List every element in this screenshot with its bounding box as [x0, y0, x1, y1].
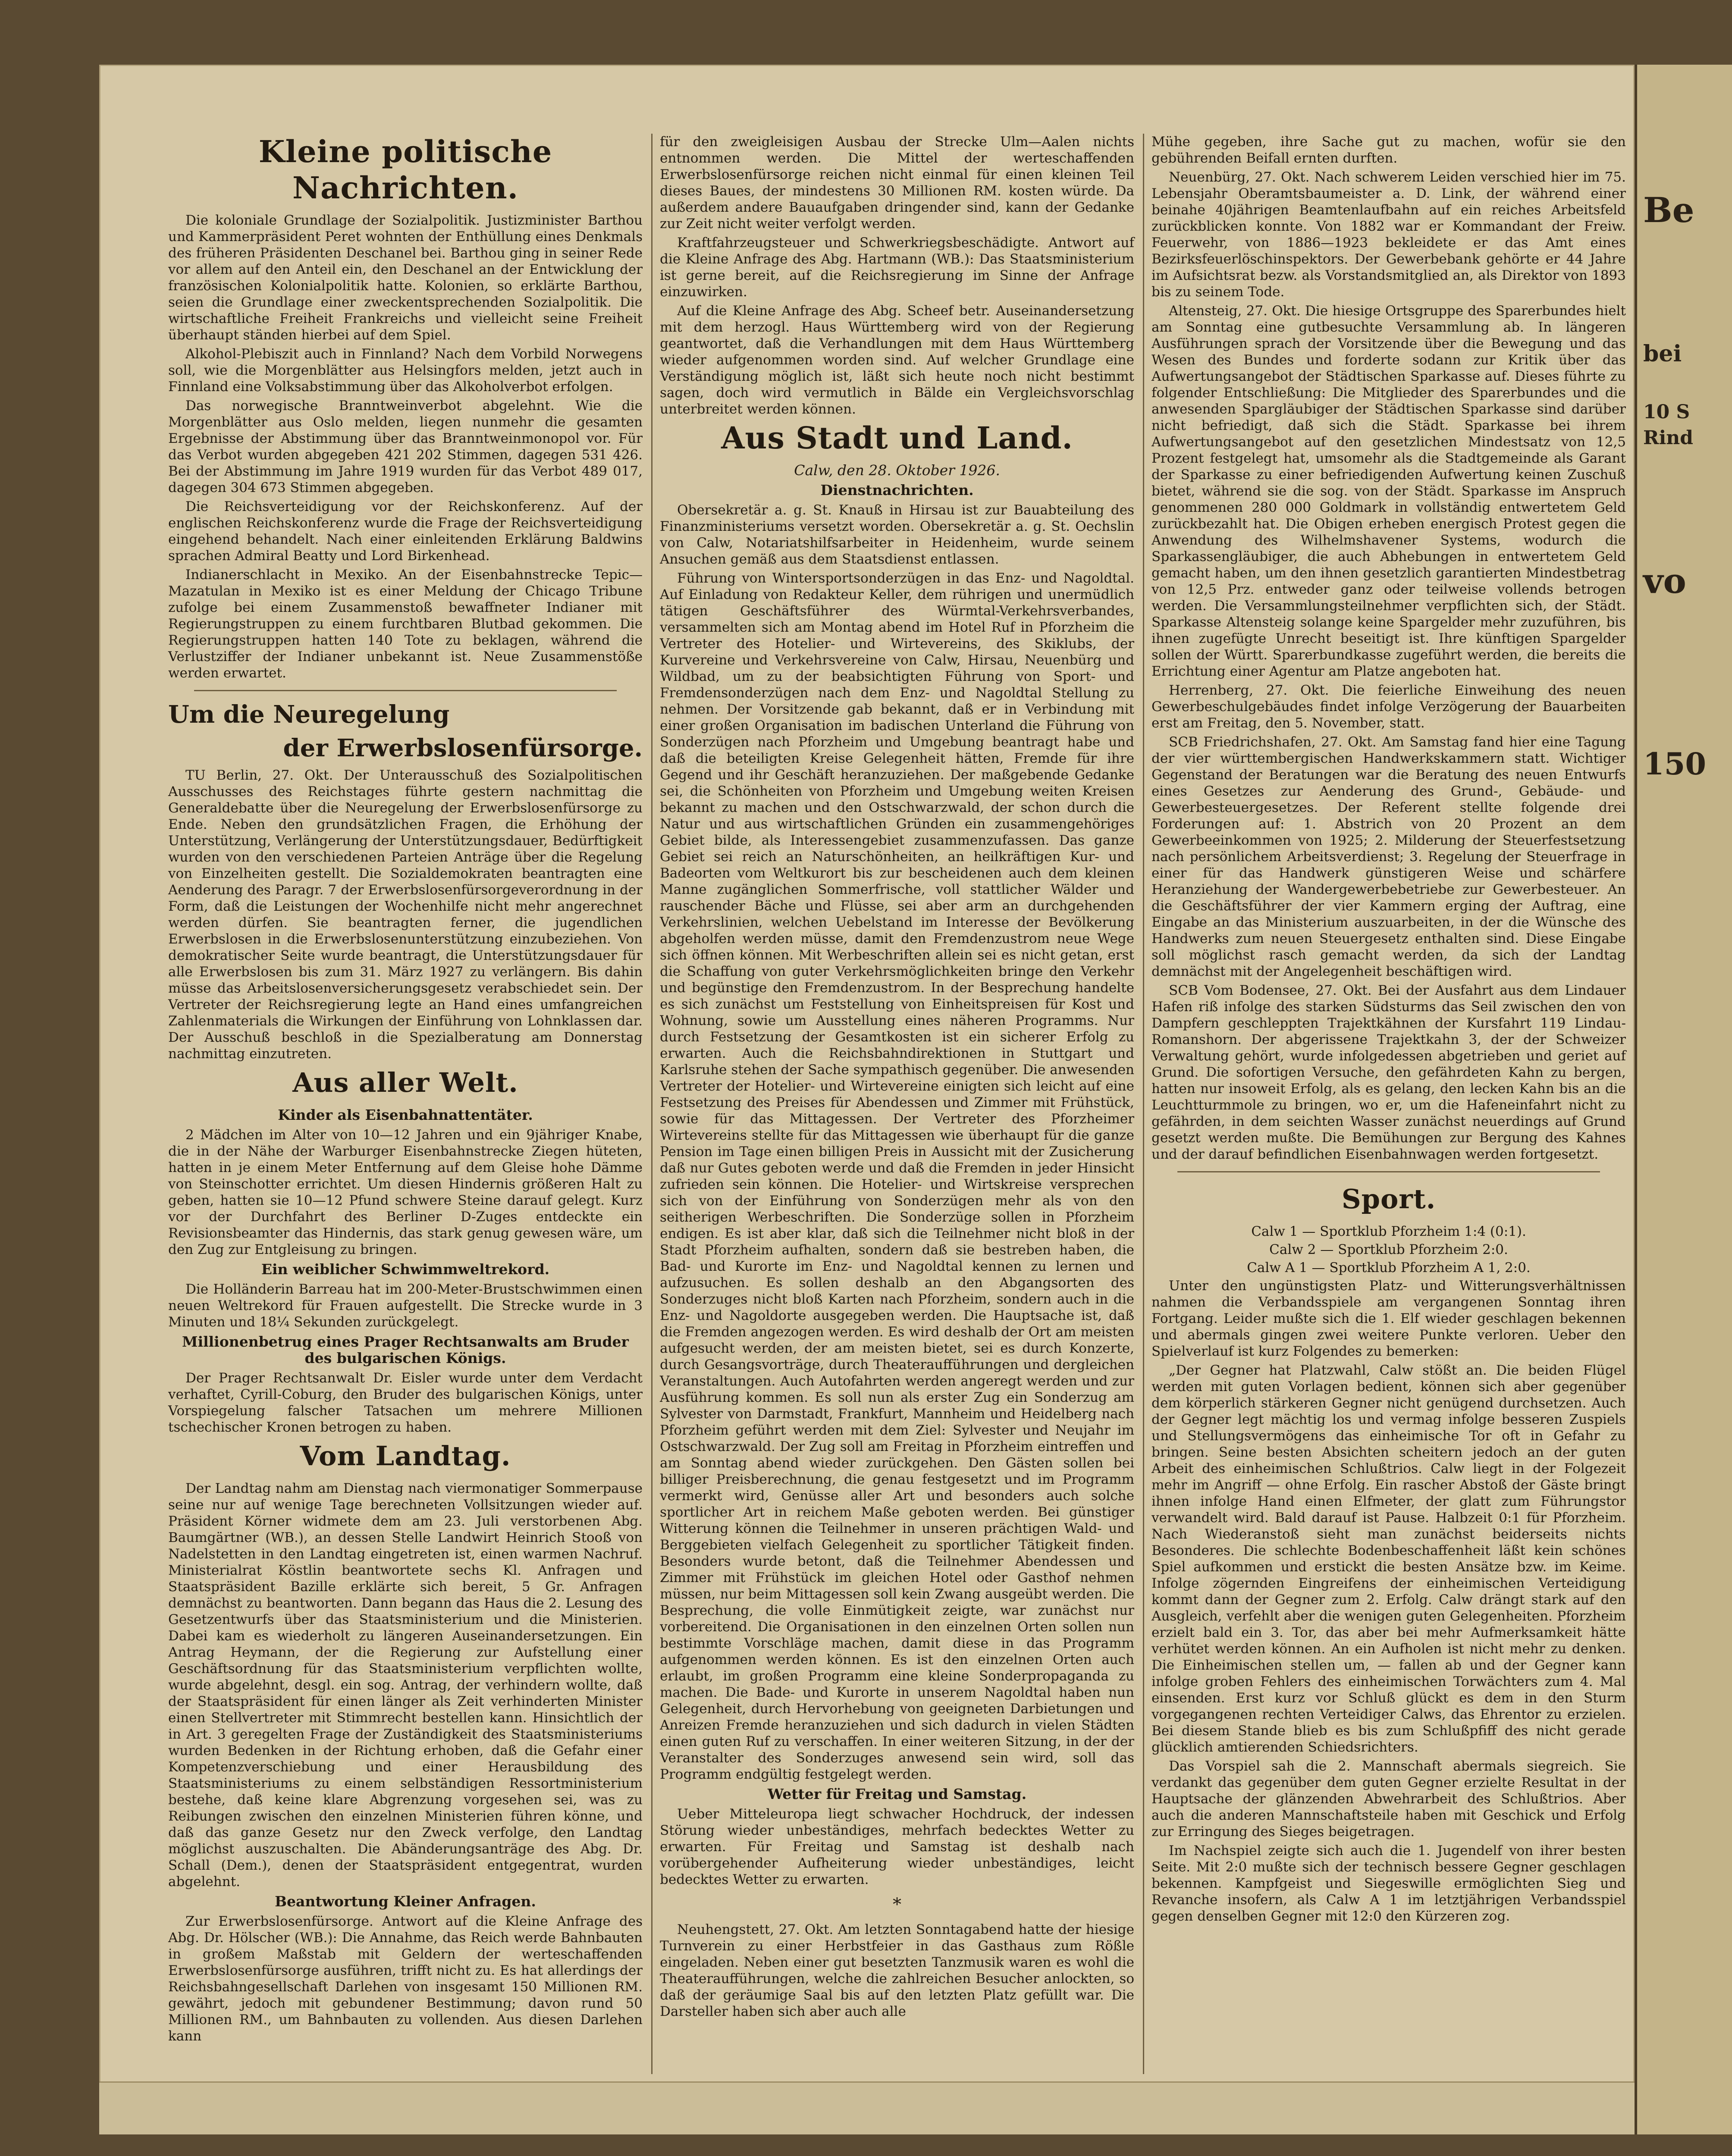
match-result: Calw 1 — Sportklub Pforzheim 1:4 (0:1). — [1251, 1224, 1526, 1239]
article-paragraph: Herrenberg, 27. Okt. Die feierliche Einweihung des neuen Gewerbeschulgebäudes findet infolge Verzögerung der Bauarbeiten erst am Freitag, den 5. November, statt. — [1152, 683, 1626, 731]
column-rule — [1143, 134, 1144, 2074]
column-1 — [168, 134, 643, 2047]
article-paragraph: Unter den ungünstigsten Platz- und Witterungsverhältnissen nahmen die Verbandsspiele am vergangenen Sonntag ihren Fortgang. Leider mußte sich die 1. Elf wieder geschlagen bekennen und abermals gingen zwei weitere Punkte verloren. Ueber den Spielverlauf ist kurz Folgendes zu bemerken: — [1152, 1278, 1626, 1359]
adjacent-page-text: Rind — [1643, 427, 1694, 449]
article-paragraph: Obersekretär a. g. St. Knauß in Hirsau ist zur Bauabteilung des Finanzministeriums versetzt worden. Obersekretär a. g. St. Oechslin von Calw, Notariatshilfsarbeiter in Heidenheim, wurde seinem Ansuchen gemäß aus dem Staatsdienst entlassen. — [660, 502, 1134, 567]
article-paragraph: Altensteig, 27. Okt. Die hiesige Ortsgruppe des Sparerbundes hielt am Sonntag eine gutbesuchte Versammlung ab. In längeren Ausführungen sprach der Vorsitzende über die Bewegung und das Wesen des Bundes und forderte sodann zur Kritik über das Aufwertungsangebot der Städtischen Sparkasse auf. Dieses führte zu folgender Entschließung: Die Mitglieder des Sparerbundes und die anwesenden Spargläubiger der Städtischen Sparkasse sind darüber nicht befriedigt, daß sich die Städt. Sparkasse bei ihrem Aufwertungsangebot auf den gesetzlichen Mindestsatz von 12,5 Prozent festgelegt hat, umsomehr als die Stadtgemeinde als Garant der Sparkasse zu einer befriedigenden Aufwertung keinen Zuschuß bietet, während sie die sog. von der Städt. Sparkasse im Anspruch genommenen 280 000 Goldmark in vollständig entwertetem Geld zurückbezahlt hat. Die Obigen erheben energisch Protest gegen die Anwendung des Wilhelmshavener Systems, wodurch die Sparkassengläubiger, die auch Abhebungen in entwertetem Geld gemacht haben, um den ihnen gesetzlich garantierten Mindestbetrag von 12,5 Prz. entweder ganz oder teilweise vollends betrogen werden. Die Versammlungsteilnehmer verpflichten sich, der Städt. Sparkasse Altensteig solange keine Spargelder mehr zuzuführen, bis ihnen zugefügte Unrecht beseitigt ist. Ihre künftigen Spargelder sollen der Württ. Sparerbundkasse zugeführt werden, die bereits die Errichtung einer Agentur am Platze angeboten hat. — [1152, 303, 1626, 679]
article-paragraph: Kraftfahrzeugsteuer und Schwerkriegsbeschädigte. Antwort auf die Kleine Anfrage des Abg. Hartmann (WB.): Das Staatsministerium ist gerne bereit, auf die Reichsregierung im Sinne der Anfrage einzuwirken. — [660, 235, 1134, 300]
column-rule — [651, 134, 653, 2074]
separator-asterisk: * — [893, 1895, 901, 1915]
section-divider — [1177, 1171, 1600, 1172]
match-result: Calw 2 — Sportklub Pforzheim 2:0. — [1269, 1242, 1508, 1257]
subheadline-dienst: Dienstnachrichten. — [820, 482, 974, 498]
headline-sport: Sport. — [1341, 1183, 1436, 1215]
article-paragraph: Die koloniale Grundlage der Sozialpolitik. Justizminister Barthou und Kammerpräsident Peret wohnten der Enthüllung eines Denkmals des früheren Präsidenten Deschanel bei. Barthou ging in seiner Rede vor allem auf den Anteil ein, den Deschanel an der Entwicklung der französischen Kolonialpolitik hatte. Kolonien, so erklärte Barthou, seien die Grundlage einer zweckentsprechenden Sozialpolitik. Die wirtschaftliche Freiheit Frankreichs und vielleicht seine Freiheit überhaupt ständen hierbei auf dem Spiel. — [168, 213, 643, 343]
article-paragraph: Indianerschlacht in Mexiko. An der Eisenbahnstrecke Tepic—Mazatulan in Mexiko ist es einer Meldung der Chicago Tribune zufolge bei einem Zusammenstoß bewaffneter Indianer mit Regierungstruppen zu einem furchtbaren Blutbad gekommen. Die Regierungstruppen hatten 140 Tote zu beklagen, während die Verlustziffer der Indianer unbekannt ist. Neue Zusammenstöße werden erwartet. — [168, 567, 643, 681]
headline-neuregelung-line1: Um die Neuregelung — [168, 700, 450, 729]
article-paragraph: Das norwegische Branntweinverbot abgelehnt. Wie die Morgenblätter aus Oslo melden, liegen nunmehr die gesamten Ergebnisse der Abstimmung über das Branntweinmonopol vor. Für das Verbot wurden abgegeben 421 202 Stimmen, dagegen 531 426. Bei der Abstimmung im Jahre 1919 wurden für das Verbot 489 017, dagegen 304 673 Stimmen abgegeben. — [168, 398, 643, 495]
dateline: Calw, den 28. Oktober 1926. — [794, 462, 1000, 479]
article-paragraph: SCB Vom Bodensee, 27. Okt. Bei der Ausfahrt aus dem Lindauer Hafen riß infolge des starken Südsturms das Seil zwischen den von Dampfern geschleppten Trajektkähnen der Kursfahrt 119 Lindau-Romanshorn. Der abgerissene Trajektkahn 3, der der Schweizer Verwaltung gehört, wurde infolgedessen abgetrieben und geriet auf Grund. Die sofortigen Versuche, den gefährdeten Kahn zu bergen, hatten nur insoweit Erfolg, als es gelang, den lecken Kahn bis an die Leuchtturmmole zu bringen, wo er, um die Hafeneinfahrt nicht zu gefährden, in dem seichten Wasser zunächst neuerdings auf Grund gesetzt werden mußte. Die Bemühungen zur Bergung des Kahnes und der darauf befindlichen Eisenbahnwagen werden fortgesetzt. — [1152, 983, 1626, 1162]
adjacent-page-text: 10 S — [1643, 401, 1690, 423]
headline-landtag: Vom Landtag. — [300, 1440, 511, 1472]
article-paragraph: Die Reichsverteidigung vor der Reichskonferenz. Auf der englischen Reichskonferenz wurde die Frage der Reichsverteidigung eingehend behandelt. Nach einer einleitenden Erklärung Baldwins sprachen Admiral Beatty und Lord Birkenhead. — [168, 499, 643, 564]
subheadline-wetter: Wetter für Freitag und Samstag. — [767, 1786, 1027, 1802]
headline-welt: Aus aller Welt. — [292, 1067, 518, 1098]
headline-stadt-land: Aus Stadt und Land. — [721, 420, 1073, 456]
adjacent-page-text: vo — [1643, 561, 1686, 601]
article-paragraph: Der Prager Rechtsanwalt Dr. Eisler wurde unter dem Verdacht verhaftet, Cyrill-Coburg, den Bruder des bulgarischen Königs, unter Vorspiegelung falscher Tatsachen um mehrere Millionen tschechischer Kronen betrogen zu haben. — [168, 1370, 643, 1435]
article-paragraph: Der Landtag nahm am Dienstag nach viermonatiger Sommerpause seine nur auf wenige Tage berechneten Vollsitzungen wieder auf. Präsident Körner widmete dem am 23. Juli verstorbenen Abg. Baumgärtner (WB.), an dessen Stelle Landwirt Heinrich Stooß von Nadelstetten in den Landtag eingetreten ist, einen warmen Nachruf. Ministerialrat Köstlin beantwortete sechs Kl. Anfragen und Staatspräsident Bazille erklärte sich bereit, 5 Gr. Anfragen demnächst zu beantworten. Dann begann das Haus die 2. Lesung des Gesetzentwurfs über das Staatsministerium und die Ministerien. Dabei kam es wiederholt zu längeren Auseinandersetzungen. Ein Antrag Heymann, der die Regierung zur Aufstellung einer Geschäftsordnung für das Staatsministerium verpflichten wollte, wurde abgelehnt, desgl. ein sog. Antrag, der verhindern wollte, daß der Staatspräsident für einen länger als Zeit verhinderten Minister einen Stellvertreter mit Stimmrecht bestellen kann. Hinsichtlich der in Art. 3 geregelten Frage der Zuständigkeit des Staatsministeriums wurden Bedenken in der Richtung erhoben, daß die Gefahr einer Kompetenzverschiebung und einer Herausbildung des Staatsministeriums zu einem selbständigen Ressortministerium bestehe, daß keine klare Abgrenzung vorgesehen sei, was zu Reibungen zwischen den einzelnen Ministerien führen könne, und daß das ganze Gesetz nur den Zweck verfolge, den Landtag möglichst auszuschalten. Die Abänderungsanträge des Abg. Dr. Schall (Dem.), denen der Staatspräsident entgegentrat, wurden abgelehnt. — [168, 1481, 643, 1890]
article-paragraph: „Der Gegner hat Platzwahl, Calw stößt an. Die beiden Flügel werden mit guten Vorlagen bedient, können sich aber gegenüber dem körperlich stärkeren Gegner nicht genügend durchsetzen. Auch der Gegner legt mächtig los und vermag infolge besseren Zuspiels und Stellungsvermögens das einheimische Tor oft in Gefahr zu bringen. Seine besten Absichten scheitern jedoch an der guten Arbeit des einheimischen Schlußtrios. Calw liegt in der Folgezeit mehr im Angriff — ohne Erfolg. Ein rascher Abstoß der Gäste bringt ihnen infolge Hand einen Elfmeter, der glatt zum Führungstor verwandelt wird. Bald darauf ist Pause. Halbzeit 0:1 für Pforzheim. Nach Wiederanstoß sieht man zunächst beiderseits nichts Besonderes. Die schlechte Bodenbeschaffenheit läßt kein schönes Spiel aufkommen und erstickt die besten Ansätze bzw. im Keime. Infolge zögernden Eingreifens der einheimischen Verteidigung kommt dann der Gegner zum 2. Erfolg. Calw drängt stark auf den Ausgleich, verfehlt aber die wenigen guten Gelegenheiten. Pforzheim erzielt bald ein 3. Tor, das aber bei mehr Aufmerksamkeit hätte verhütet werden können. An ein Aufholen ist nicht mehr zu denken. Die Einheimischen stellen um, — fallen ab und der Gegner kann infolge groben Fehlers des einheimischen Torwächters zum 4. Mal einsenden. Erst kurz vor Schluß glückt es dem in den Sturm vorgegangenen rechten Verteidiger Calws, das Ehrentor zu erzielen. Bei diesem Stande blieb es bis zum Schlußpfiff des nicht gerade glücklich amtierenden Schiedsrichters. — [1152, 1363, 1626, 1755]
column-3 — [1152, 134, 1626, 1927]
article-paragraph: Neuenbürg, 27. Okt. Nach schwerem Leiden verschied hier im 75. Lebensjahr Oberamtsbaumeister a. D. Link, der während einer beinahe 40jährigen Beamtenlaufbahn auf ein reiches Arbeitsfeld zurückblicken konnte. Von 1882 war er Kommandant der Freiw. Feuerwehr, von 1886—1923 bekleidete er das Amt eines Bezirksfeuerlöschinspektors. Der Gewerbebank gehörte er 44 Jahre im Aufsichtsrat bezw. als Vorstandsmitglied an, als Direktor von 1893 bis zu seinem Tode. — [1152, 169, 1626, 300]
adjacent-page-text: bei — [1643, 341, 1682, 367]
subheadline-kinder: Kinder als Eisenbahnattentäter. — [278, 1106, 533, 1123]
adjacent-page-text: 150 — [1643, 746, 1707, 782]
article-paragraph: SCB Friedrichshafen, 27. Okt. Am Samstag fand hier eine Tagung der vier württembergischen Handwerkskammern statt. Wichtiger Gegenstand der Beratungen war die Beratung des neuen Entwurfs eines Gesetzes zur Aenderung des Grund-, Gebäude- und Gewerbesteuergesetzes. Der Referent stellte folgende drei Forderungen auf: 1. Abstrich von 20 Prozent an dem Gewerbeeinkommen von 1925; 2. Milderung der Steuerfestsetzung nach persönlichem Arbeitsverdienst; 3. Regelung der Steuerfrage in einer für das Handwerk günstigeren Weise und schärfere Heranziehung der Wandergewerbebetriebe zur Gewerbesteuer. An die Geschäftsführer der vier Kammern erging der Auftrag, eine Eingabe an das Ministerium auszuarbeiten, in der die Wünsche des Handwerks zum neuen Steuergesetz enthalten sind. Diese Eingabe soll möglichst rasch gemacht werden, da sich der Landtag demnächst mit der Angelegenheit beschäftigen wird. — [1152, 734, 1626, 979]
headline-politics: Kleine politische Nachrichten. — [258, 134, 552, 206]
column-2 — [660, 134, 1134, 2022]
adjacent-page-text: Be — [1643, 190, 1694, 230]
page-bottom-margin — [99, 2081, 1635, 2134]
article-paragraph: Ueber Mitteleuropa liegt schwacher Hochdruck, der indessen Störung wieder unbeständiges, mehrfach bedecktes Wetter zu erwarten. Für Freitag und Samstag ist deshalb nach vorübergehender Aufheiterung wieder unbeständiges, leicht bedecktes Wetter zu erwarten. — [660, 1806, 1134, 1887]
article-paragraph: für den zweigleisigen Ausbau der Strecke Ulm—Aalen nichts entnommen werden. Die Mittel der werteschaffenden Erwerbslosenfürsorge reichen nicht einmal für einen kleinen Teil dieses Baues, der mindestens 30 Millionen RM. kosten würde. Da außerdem andere Bauaufgaben dringender sind, kann der Gedanke zur Zeit nicht weiter verfolgt werden. — [660, 134, 1134, 232]
article-paragraph: Das Vorspiel sah die 2. Mannschaft abermals siegreich. Sie verdankt das gegenüber dem guten Gegner erzielte Resultat in der Hauptsache der glänzenden Abwehrarbeit des Schlußtrios. Aber auch die anderen Mannschaftsteile haben mit Geschick und Erfolg zur Erringung des Sieges beigetragen. — [1152, 1758, 1626, 1839]
article-paragraph: Führung von Wintersportsonderzügen in das Enz- und Nagoldtal. Auf Einladung von Redakteur Keller, dem rührigen und unermüdlich tätigen Geschäftsführer des Würmtal-Verkehrsverbandes, versammelten sich am Montag abend im Hotel Ruf in Pforzheim die Vertreter des Hotelier- und Wirtevereins, des Skiklubs, der Kurvereine und Verkehrsvereine von Calw, Hirsau, Neuenbürg und Wildbad, um zu der beabsichtigten Führung von Sport- und Fremdensonderzügen nach dem Enz- und Nagoldtal Stellung zu nehmen. Der Vorsitzende gab bekannt, daß er in Verbindung mit einer großen Organisation im badischen Unterland die Führung von Sonderzügen nach Pforzheim und Umgebung beantragt habe und daß die beteiligten Kreise Gelegenheit hätten, Fremde für ihre Gegend und ihr Geschäft heranzuziehen. Der maßgebende Gedanke sei, die Schönheiten von Pforzheim und Umgebung weiten Kreisen bekannt zu machen und den Ostschwarzwald, der schon durch die Natur und aus wirtschaftlichen Gründen ein zusammengehöriges Gebiet bilde, als Interessengebiet zusammenzufassen. Das ganze Gebiet sei reich an Naturschönheiten, an heilkräftigen Kur- und Badeorten vom Weltkurort bis zur bescheidenen auch dem kleinen Manne zugänglichen Sommerfrische, voll stattlicher Wälder und rauschender Bäche und Flüsse, sei aber arm an durchgehenden Verkehrslinien, welchen Uebelstand im Interesse der Bevölkerung abgeholfen werden müsse, damit den Fremdenzustrom neue Wege sich öffnen können. Mit Werbeschriften allein sei es nicht getan, erst die Schaffung von guter Verkehrsmöglichkeiten bringe den Verkehr und begünstige den Fremdenzustrom. In der Besprechung handelte es sich zunächst um Feststellung von Einheitspreisen für Kost und Wohnung, sowie um Ausstellung eines näheren Programms. Nur durch Festsetzung der Gesamtkosten ist ein sicherer Erfolg zu erwarten. Auch die Reichsbahndirektionen in Stuttgart und Karlsruhe stehen der Sache sympathisch gegenüber. Die anwesenden Vertreter der Hotelier- und Wirtevereine einigten sich leicht auf eine Festsetzung des Preises für Abendessen und Zimmer mit Frühstück, sowie für das Mittagessen. Der Vertreter des Pforzheimer Wirtevereins stellte für das Mittagessen wie überhaupt für die ganze Pension im Tage einen billigen Preis in Aussicht mit der Zusicherung daß nur Gutes geboten werde und daß die Fremden in jeder Hinsicht zufrieden sein können. Die Hotelier- und Wirtskreise versprechen sich von der Einführung von Sonderzügen mehr als von den seitherigen Werbeschriften. Die Sonderzüge sollen in Pforzheim endigen. Es ist aber klar, daß sich die Teilnehmer nicht bloß in der Stadt Pforzheim aufhalten, sondern daß sie bestreben haben, die Bad- und Kurorte im Enz- und Nagoldtal kennen zu lernen und aufzusuchen. Es sollen deshalb an den Abgangsorten des Sonderzuges nicht bloß Karten nach Pforzheim, sondern auch in die Enz- und Nagoldorte ausgegeben werden. Die Hauptsache ist, daß die Fremden angezogen werden. Es wird deshalb der Ort am meisten aufgesucht werden, der am meisten bietet, sei es durch Konzerte, durch Gesangsvorträge, durch Theateraufführungen und dergleichen Veranstaltungen. Auch Autofahrten werden angeregt werden und zur Ausführung kommen. Es soll nun als erster Zug ein Sonderzug am Sylvester von Darmstadt, Frankfurt, Mannheim und Heidelberg nach Pforzheim geführt werden mit dem Ziel: Sylvester und Neujahr im Ostschwarzwald. Der Zug soll am Freitag in Pforzheim eintreffen und am Sonntag abend wieder zurückgehen. Den Gästen sollen bei billiger Preisberechnung, die genau festgesetzt und im Programm vermerkt wird, Genüsse aller Art und besonders auch solche sportlicher Art in reichem Maße geboten werden. Bei günstiger Witterung können die Teilnehmer in unseren prächtigen Wald- und Berggebieten vielfach Gelegenheit zu sportlicher Tätigkeit finden. Besonders wurde betont, daß die Teilnehmer Abendessen und Zimmer mit Frühstück im gleichen Hotel oder Gasthof nehmen müssen, nur beim Mittagessen soll kein Zwang ausgeübt werden. Die Besprechung, die volle Einmütigkeit zeigte, war zunächst nur vorbereitend. Die Organisationen in den einzelnen Orten sollen nun bestimmte Vorschläge machen, damit diese in das Programm aufgenommen werden können. Es ist den einzelnen Orten auch erlaubt, im großen Programm eine kleine Sonderpropaganda zu machen. Die Bade- und Kurorte in unserem Nagoldtal haben nun Gelegenheit, durch Hervorhebung von geeigneten Darbietungen und Anreizen Fremde heranzuziehen und sich dadurch in vielen Städten einen guten Ruf zu verschaffen. In einer weiteren Sitzung, in der der Veranstalter des Sonderzuges anwesend sein wird, soll das Programm endgültig festgelegt werden. — [660, 570, 1134, 1782]
article-paragraph: TU Berlin, 27. Okt. Der Unterausschuß des Sozialpolitischen Ausschusses des Reichstages führte gestern nachmittag die Generaldebatte über die Neuregelung der Erwerbslosenfürsorge zu Ende. Neben den grundsätzlichen Fragen, die Erhöhung der Unterstützung, Verlängerung der Unterstützungsdauer, Bedürftigkeit wurden von den verschiedenen Parteien Anträge über die Regelung von Einzelheiten gestellt. Die Sozialdemokraten beantragten eine Aenderung des Paragr. 7 der Erwerbslosenfürsorgeverordnung in der Form, daß die Leistungen der Wochenhilfe nicht mehr angerechnet werden dürfen. Sie beantragten ferner, die jugendlichen Erwerbslosen in die Erwerbslosenunterstützung einzubeziehen. Von demokratischer Seite wurde beantragt, die Unterstützungsdauer für alle Erwerbslosen bis zum 31. März 1927 zu verlängern. Bis dahin müsse das Arbeitslosenversicherungsgesetz verabschiedet sein. Der Vertreter der Reichsregierung legte an Hand eines umfangreichen Zahlenmaterials die Wirkungen der Einführung von Lohnklassen dar. Der Ausschuß beschloß in die Spezialberatung am Donnerstag nachmittag einzutreten. — [168, 768, 643, 1062]
article-paragraph: Mühe gegeben, ihre Sache gut zu machen, wofür sie den gebührenden Beifall ernten durften. — [1152, 134, 1626, 166]
match-result: Calw A 1 — Sportklub Pforzheim A 1, 2:0. — [1247, 1260, 1531, 1275]
article-paragraph: Zur Erwerbslosenfürsorge. Antwort auf die Kleine Anfrage des Abg. Dr. Hölscher (WB.): Die Annahme, das Reich werde Bahnbauten in großem Maßstab mit Geldern der werteschaffenden Erwerbslosenfürsorge ausführen, trifft nicht zu. Es hat allerdings der Reichsbahngesellschaft Darlehen von insgesamt 150 Millionen RM. gewährt, jedoch mit gebundener Bestimmung; davon rund 50 Millionen RM., um Bahnbauten zu vollenden. Aus diesen Darlehen kann — [168, 1914, 643, 2044]
article-paragraph: Neuhengstett, 27. Okt. Am letzten Sonntagabend hatte der hiesige Turnverein zu einer Herbstfeier in das Gasthaus zum Rößle eingeladen. Neben einer gut besetzten Tanzmusik waren es wohl die Theateraufführungen, welche die zahlreichen Besucher anlockten, so daß der geräumige Saal bis auf den letzten Platz gefüllt war. Die Darsteller haben sich aber auch alle — [660, 1922, 1134, 2019]
article-paragraph: Die Holländerin Barreau hat im 200-Meter-Brustschwimmen einen neuen Weltrekord für Frauen aufgestellt. Die Strecke wurde in 3 Minuten und 18¼ Sekunden zurückgelegt. — [168, 1282, 643, 1330]
newspaper-page — [99, 65, 1635, 2134]
article-paragraph: Alkohol-Plebiszit auch in Finnland? Nach dem Vorbild Norwegens soll, wie die Morgenblätter aus Helsingfors melden, jetzt auch in Finnland eine Volksabstimmung über das Alkoholverbot erfolgen. — [168, 346, 643, 395]
subheadline-schwimm: Ein weiblicher Schwimmweltrekord. — [261, 1261, 550, 1278]
article-paragraph: 2 Mädchen im Alter von 10—12 Jahren und ein 9jähriger Knabe, die in der Nähe der Warburger Eisenbahnstrecke Ziegen hüteten, hatten in je einem Meter Entfernung auf dem Gleise hohe Dämme von Steinschotter errichtet. Um diesen Hindernis größeren Halt zu geben, hatten sie 10—12 Pfund schwere Steine darauf gelegt. Kurz vor der Durchfahrt des Berliner D-Zuges entdeckte ein Revisionsbeamter das Hindernis, das stark genug gewesen wäre, um den Zug zur Entgleisung zu bringen. — [168, 1127, 643, 1257]
subheadline-anfragen: Beantwortung Kleiner Anfragen. — [275, 1893, 536, 1910]
subheadline-million: Millionenbetrug eines Prager Rechtsanwalts am Bruder des bulgarischen Königs. — [182, 1333, 629, 1366]
adjacent-page-edge — [1635, 65, 1732, 2134]
section-divider — [194, 690, 617, 691]
headline-neuregelung-line2: der Erwerbslosenfürsorge. — [283, 734, 643, 762]
article-paragraph: Im Nachspiel zeigte sich auch die 1. Jugendelf von ihrer besten Seite. Mit 2:0 mußte sich der technisch bessere Gegner geschlagen bekennen. Kampfgeist und Siegeswille ermöglichten Sieg und Revanche insofern, als Calw A 1 im letztjährigen Verbandsspiel gegen denselben Gegner mit 12:0 den Kürzeren zog. — [1152, 1843, 1626, 1924]
article-paragraph: Auf die Kleine Anfrage des Abg. Scheef betr. Auseinandersetzung mit dem herzogl. Haus Württemberg wird von der Regierung geantwortet, daß die Verhandlungen mit dem Haus Württemberg wieder aufgenommen worden sind. Auf welcher Grundlage eine Verständigung möglich ist, läßt sich heute noch nicht bestimmt sagen, doch wird vermutlich in Bälde ein Vergleichsvorschlag unterbreitet werden können. — [660, 303, 1134, 417]
